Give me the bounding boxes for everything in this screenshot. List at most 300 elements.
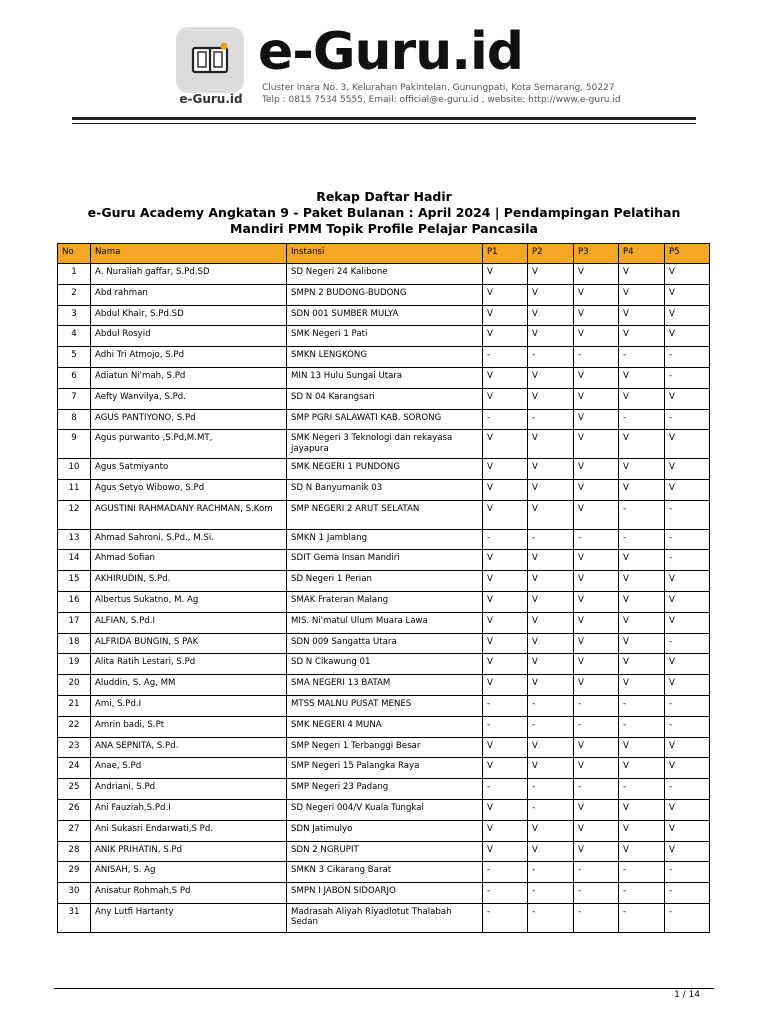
table-cell: 30 — [58, 883, 91, 904]
table-cell: SDN Jatimulyo — [287, 820, 483, 841]
table-cell: - — [665, 529, 710, 550]
table-cell: SDIT Gema Insan Mandiri — [287, 550, 483, 571]
table-cell: 16 — [58, 591, 91, 612]
table-cell: SMKN 1 Jamblang — [287, 529, 483, 550]
table-cell: Aluddin, S. Ag, MM — [91, 675, 287, 696]
table-cell: SDN 001 SUMBER MULYA — [287, 305, 483, 326]
table-cell: V — [619, 550, 665, 571]
table-cell: V — [574, 591, 619, 612]
table-cell: 28 — [58, 841, 91, 862]
table-cell: 27 — [58, 820, 91, 841]
document-title — [40, 189, 728, 237]
table-cell: Ami, S.Pd.I — [91, 695, 287, 716]
table-row — [58, 284, 710, 305]
table-cell: V — [574, 388, 619, 409]
column-header: P5 — [665, 244, 710, 264]
table-cell: V — [665, 591, 710, 612]
table-cell: SD Negeri 1 Perian — [287, 571, 483, 592]
table-cell: SD N Banyumanik 03 — [287, 479, 483, 500]
table-cell: Anae, S.Pd — [91, 758, 287, 779]
table-row — [58, 264, 710, 285]
table-cell: 20 — [58, 675, 91, 696]
table-cell: - — [665, 779, 710, 800]
table-cell: SMP Negeri 15 Palangka Raya — [287, 758, 483, 779]
table-cell: V — [483, 612, 528, 633]
attendance-table — [57, 243, 710, 933]
table-cell: V — [619, 737, 665, 758]
table-cell: Alita Ratih Lestari, S.Pd — [91, 654, 287, 675]
table-cell: - — [483, 883, 528, 904]
column-header: P2 — [528, 244, 574, 264]
table-cell: SMK NEGERI 4 MUNA — [287, 716, 483, 737]
table-cell: SMP Negeri 23 Padang — [287, 779, 483, 800]
table-cell: Ahmad Sahroni, S.Pd., M.Si. — [91, 529, 287, 550]
table-cell: SD N 04 Karangsari — [287, 388, 483, 409]
table-cell: V — [665, 654, 710, 675]
table-cell: V — [528, 264, 574, 285]
table-cell: - — [574, 883, 619, 904]
table-cell: V — [619, 591, 665, 612]
table-cell: - — [574, 716, 619, 737]
table-cell: - — [574, 779, 619, 800]
table-cell: V — [483, 326, 528, 347]
table-cell: - — [619, 716, 665, 737]
table-cell: SMA NEGERI 13 BATAM — [287, 675, 483, 696]
table-cell: V — [665, 459, 710, 480]
table-cell: V — [528, 654, 574, 675]
table-cell: V — [528, 430, 574, 459]
table-cell: SMKN 3 Cikarang Barat — [287, 862, 483, 883]
table-row — [58, 591, 710, 612]
table-cell: 3 — [58, 305, 91, 326]
table-cell: - — [528, 903, 574, 932]
table-cell: - — [665, 367, 710, 388]
table-cell: - — [574, 862, 619, 883]
table-row — [58, 529, 710, 550]
table-cell: Anisatur Rohmah,S Pd — [91, 883, 287, 904]
column-header: Nama — [91, 244, 287, 264]
table-cell: V — [619, 430, 665, 459]
table-row — [58, 326, 710, 347]
table-cell: AGUS PANTIYONO, S.Pd — [91, 409, 287, 430]
table-cell: 22 — [58, 716, 91, 737]
column-header: P1 — [483, 244, 528, 264]
table-row — [58, 367, 710, 388]
table-cell: V — [528, 841, 574, 862]
table-cell: - — [528, 862, 574, 883]
table-cell: 25 — [58, 779, 91, 800]
table-cell: MIN 13 Hulu Sungai Utara — [287, 367, 483, 388]
table-cell: V — [528, 758, 574, 779]
table-cell: V — [574, 841, 619, 862]
table-cell: SMKN LENGKONG — [287, 347, 483, 368]
table-cell: 8 — [58, 409, 91, 430]
table-cell: 17 — [58, 612, 91, 633]
logo-caption: e-Guru.id — [179, 92, 243, 106]
table-cell: Adhi Tri Atmojo, S.Pd — [91, 347, 287, 368]
address-line-1: Cluster Inara No. 3, Kelurahan Pakintelan, Gunungpati, Kota Semarang, 50227 — [262, 83, 615, 93]
table-cell: V — [665, 571, 710, 592]
table-cell: V — [665, 758, 710, 779]
table-cell: ANA SEPNITA, S.Pd. — [91, 737, 287, 758]
table-cell: ANIK PRIHATIN, S.Pd — [91, 841, 287, 862]
table-cell: V — [483, 654, 528, 675]
table-row — [58, 459, 710, 480]
column-header: P4 — [619, 244, 665, 264]
table-cell: V — [574, 479, 619, 500]
table-cell: - — [528, 409, 574, 430]
table-cell: V — [483, 675, 528, 696]
table-cell: SMP Negeri 1 Terbanggi Besar — [287, 737, 483, 758]
table-cell: SMPN 2 BUDONG-BUDONG — [287, 284, 483, 305]
table-cell: - — [483, 409, 528, 430]
table-cell: V — [574, 367, 619, 388]
table-cell: V — [665, 737, 710, 758]
table-row — [58, 841, 710, 862]
table-row — [58, 388, 710, 409]
table-cell: SMP NEGERI 2 ARUT SELATAN — [287, 500, 483, 529]
table-cell: V — [574, 500, 619, 529]
contact-line: Telp : 0815 7534 5555, Email: official@e-guru.id , website: http://www.e-guru.id — [262, 95, 621, 105]
table-cell: V — [574, 284, 619, 305]
table-cell: 18 — [58, 633, 91, 654]
footer-rule — [54, 988, 714, 989]
table-cell: V — [483, 633, 528, 654]
table-row — [58, 695, 710, 716]
table-cell: V — [665, 841, 710, 862]
table-cell: Andriani, S.Pd — [91, 779, 287, 800]
table-cell: V — [574, 612, 619, 633]
title-line-1: Rekap Daftar Hadir — [316, 189, 452, 204]
table-cell: V — [619, 799, 665, 820]
table-cell: - — [619, 779, 665, 800]
table-cell: V — [574, 737, 619, 758]
table-cell: MIS. Ni'matul Ulum Muara Lawa — [287, 612, 483, 633]
table-cell: V — [483, 264, 528, 285]
table-row — [58, 799, 710, 820]
table-cell: Ahmad Sofian — [91, 550, 287, 571]
table-cell: - — [665, 347, 710, 368]
table-cell: V — [483, 591, 528, 612]
table-cell: Aefty Wanvilya, S.Pd. — [91, 388, 287, 409]
table-cell: Madrasah Aliyah Riyadlotut Thalabah Sedan — [287, 903, 483, 932]
table-cell: Albertus Sukatno, M. Ag — [91, 591, 287, 612]
table-cell: V — [619, 388, 665, 409]
table-row — [58, 903, 710, 932]
table-cell: - — [483, 695, 528, 716]
table-cell: V — [574, 654, 619, 675]
table-cell: V — [574, 264, 619, 285]
table-cell: - — [665, 633, 710, 654]
table-cell: 10 — [58, 459, 91, 480]
column-header: P3 — [574, 244, 619, 264]
table-cell: V — [619, 633, 665, 654]
table-cell: 13 — [58, 529, 91, 550]
table-cell: SDN 009 Sangatta Utara — [287, 633, 483, 654]
table-cell: 24 — [58, 758, 91, 779]
table-cell: V — [528, 388, 574, 409]
table-cell: - — [665, 903, 710, 932]
table-cell: - — [483, 716, 528, 737]
table-cell: V — [528, 591, 574, 612]
table-cell: Agus purwanto ,S.Pd,M.MT, — [91, 430, 287, 459]
table-cell: SMK NEGERI 1 PUNDONG — [287, 459, 483, 480]
table-cell: ANISAH, S. Ag — [91, 862, 287, 883]
table-cell: 11 — [58, 479, 91, 500]
table-cell: V — [665, 612, 710, 633]
table-cell: 4 — [58, 326, 91, 347]
table-cell: V — [619, 654, 665, 675]
table-cell: Adiatun Ni'mah, S.Pd — [91, 367, 287, 388]
table-cell: V — [483, 388, 528, 409]
table-cell: 6 — [58, 367, 91, 388]
table-cell: - — [528, 695, 574, 716]
table-cell: Any Lutfi Hartanty — [91, 903, 287, 932]
table-cell: - — [483, 903, 528, 932]
table-cell: - — [619, 695, 665, 716]
table-cell: - — [665, 883, 710, 904]
table-row — [58, 758, 710, 779]
table-cell: 15 — [58, 571, 91, 592]
table-cell: 29 — [58, 862, 91, 883]
table-cell: Agus Satmiyanto — [91, 459, 287, 480]
table-cell: V — [665, 675, 710, 696]
table-cell: SMPN I JABON SIDOARJO — [287, 883, 483, 904]
table-cell: - — [665, 716, 710, 737]
table-cell: - — [619, 409, 665, 430]
table-cell: V — [574, 430, 619, 459]
table-cell: AKHIRUDIN, S.Pd. — [91, 571, 287, 592]
table-cell: V — [528, 633, 574, 654]
table-cell: V — [483, 799, 528, 820]
table-cell: V — [528, 675, 574, 696]
header-rule-thick — [72, 117, 696, 120]
table-cell: V — [665, 479, 710, 500]
table-cell: - — [483, 529, 528, 550]
table-cell: V — [574, 550, 619, 571]
table-cell: - — [528, 347, 574, 368]
table-cell: - — [574, 903, 619, 932]
table-cell: V — [665, 820, 710, 841]
table-cell: SD N Cikawung 01 — [287, 654, 483, 675]
table-cell: V — [483, 367, 528, 388]
table-row — [58, 612, 710, 633]
table-cell: - — [528, 779, 574, 800]
table-cell: V — [619, 264, 665, 285]
table-row — [58, 633, 710, 654]
table-cell: 5 — [58, 347, 91, 368]
table-cell: V — [483, 479, 528, 500]
table-cell: - — [528, 883, 574, 904]
table-cell: AGUSTINI RAHMADANY RACHMAN, S.Kom — [91, 500, 287, 529]
table-cell: V — [528, 550, 574, 571]
table-cell: V — [483, 284, 528, 305]
table-cell: - — [619, 529, 665, 550]
table-cell: V — [574, 633, 619, 654]
table-row — [58, 571, 710, 592]
table-cell: V — [528, 612, 574, 633]
table-row — [58, 430, 710, 459]
table-row — [58, 409, 710, 430]
column-header: No — [58, 244, 91, 264]
table-row — [58, 550, 710, 571]
table-cell: Abdul Rosyid — [91, 326, 287, 347]
table-cell: ALFRIDA BUNGIN, S PAK — [91, 633, 287, 654]
table-cell: V — [574, 799, 619, 820]
table-cell: V — [574, 758, 619, 779]
table-cell: 1 — [58, 264, 91, 285]
title-line-3: Mandiri PMM Topik Profile Pelajar Pancasila — [230, 221, 538, 236]
table-cell: A. Nuraliah gaffar, S.Pd.SD — [91, 264, 287, 285]
table-cell: V — [528, 479, 574, 500]
table-cell: - — [665, 500, 710, 529]
table-cell: - — [665, 550, 710, 571]
table-cell: V — [483, 820, 528, 841]
table-body — [58, 264, 710, 933]
table-cell: 21 — [58, 695, 91, 716]
table-cell: - — [528, 716, 574, 737]
table-cell: - — [528, 529, 574, 550]
table-row — [58, 305, 710, 326]
table-cell: V — [483, 550, 528, 571]
table-cell: V — [528, 305, 574, 326]
table-cell: - — [619, 883, 665, 904]
table-cell: V — [528, 820, 574, 841]
table-cell: V — [574, 409, 619, 430]
table-cell: V — [619, 305, 665, 326]
table-cell: V — [665, 326, 710, 347]
table-cell: V — [528, 737, 574, 758]
table-cell: V — [483, 841, 528, 862]
table-cell: Ani Fauziah,S.Pd.I — [91, 799, 287, 820]
header-rule-thin — [72, 123, 696, 124]
table-cell: - — [619, 500, 665, 529]
table-cell: V — [619, 612, 665, 633]
table-cell: V — [574, 326, 619, 347]
table-cell: Amrin badi, S.Pt — [91, 716, 287, 737]
table-cell: Ani Sukasri Endarwati,S Pd. — [91, 820, 287, 841]
table-row — [58, 883, 710, 904]
table-cell: 26 — [58, 799, 91, 820]
brand-name: e-Guru.id — [258, 22, 524, 82]
table-cell: - — [483, 347, 528, 368]
table-cell: SMK Negeri 1 Pati — [287, 326, 483, 347]
table-cell: V — [528, 367, 574, 388]
table-cell: Abdul Khair, S.Pd.SD — [91, 305, 287, 326]
table-cell: 14 — [58, 550, 91, 571]
table-cell: ALFIAN, S.Pd.I — [91, 612, 287, 633]
table-cell: MTSS MALNU PUSAT MENES — [287, 695, 483, 716]
table-cell: V — [483, 305, 528, 326]
table-cell: V — [483, 758, 528, 779]
table-cell: - — [665, 695, 710, 716]
table-cell: V — [619, 284, 665, 305]
table-cell: V — [483, 571, 528, 592]
table-row — [58, 716, 710, 737]
table-cell: V — [528, 571, 574, 592]
title-line-2: e-Guru Academy Angkatan 9 - Paket Bulanan : April 2024 | Pendampingan Pelatihan — [87, 205, 681, 220]
table-cell: V — [574, 571, 619, 592]
table-cell: - — [483, 862, 528, 883]
table-cell: V — [619, 479, 665, 500]
table-row — [58, 347, 710, 368]
table-cell: V — [619, 841, 665, 862]
table-cell: - — [665, 862, 710, 883]
table-cell: V — [665, 284, 710, 305]
letterhead — [0, 0, 768, 130]
table-cell: SMK Negeri 3 Teknologi dan rekayasa jayapura — [287, 430, 483, 459]
column-header: Instansi — [287, 244, 483, 264]
header-row — [58, 244, 710, 264]
table-cell: V — [619, 820, 665, 841]
table-cell: 19 — [58, 654, 91, 675]
table-cell: V — [574, 820, 619, 841]
table-cell: V — [574, 675, 619, 696]
book-logo-icon — [190, 42, 230, 76]
table-cell: 31 — [58, 903, 91, 932]
table-cell: 23 — [58, 737, 91, 758]
table-cell: V — [528, 284, 574, 305]
table-cell: V — [483, 737, 528, 758]
table-cell: V — [574, 305, 619, 326]
table-cell: - — [574, 529, 619, 550]
table-cell: V — [619, 326, 665, 347]
table-cell: V — [574, 459, 619, 480]
table-cell: - — [528, 799, 574, 820]
table-row — [58, 479, 710, 500]
table-cell: V — [665, 388, 710, 409]
table-cell: V — [665, 305, 710, 326]
table-cell: V — [483, 430, 528, 459]
table-cell: V — [619, 367, 665, 388]
table-header — [58, 244, 710, 264]
table-cell: V — [665, 430, 710, 459]
table-cell: Agus Setyo Wibowo, S.Pd — [91, 479, 287, 500]
table-cell: V — [619, 571, 665, 592]
table-cell: 2 — [58, 284, 91, 305]
table-row — [58, 820, 710, 841]
table-cell: Abd rahman — [91, 284, 287, 305]
table-cell: SMP PGRI SALAWATI KAB. SORONG — [287, 409, 483, 430]
table-cell: - — [574, 347, 619, 368]
table-row — [58, 675, 710, 696]
table-cell: SMAK Frateran Malang — [287, 591, 483, 612]
table-cell: 12 — [58, 500, 91, 529]
table-cell: - — [619, 347, 665, 368]
table-cell: - — [619, 903, 665, 932]
table-cell: V — [619, 758, 665, 779]
table-cell: SDN 2 NGRUPIT — [287, 841, 483, 862]
table-cell: - — [665, 409, 710, 430]
table-cell: - — [619, 862, 665, 883]
table-cell: SD Negeri 004/V Kuala Tungkal — [287, 799, 483, 820]
table-cell: SD Negeri 24 Kalibone — [287, 264, 483, 285]
table-row — [58, 654, 710, 675]
table-cell: V — [483, 459, 528, 480]
table-cell: V — [528, 500, 574, 529]
table-row — [58, 500, 710, 529]
table-cell: V — [665, 264, 710, 285]
table-cell: V — [619, 459, 665, 480]
table-cell: 7 — [58, 388, 91, 409]
table-row — [58, 737, 710, 758]
table-cell: V — [665, 799, 710, 820]
table-cell: V — [619, 675, 665, 696]
table-cell: V — [528, 459, 574, 480]
table-row — [58, 862, 710, 883]
table-cell: V — [483, 500, 528, 529]
table-cell: - — [483, 779, 528, 800]
